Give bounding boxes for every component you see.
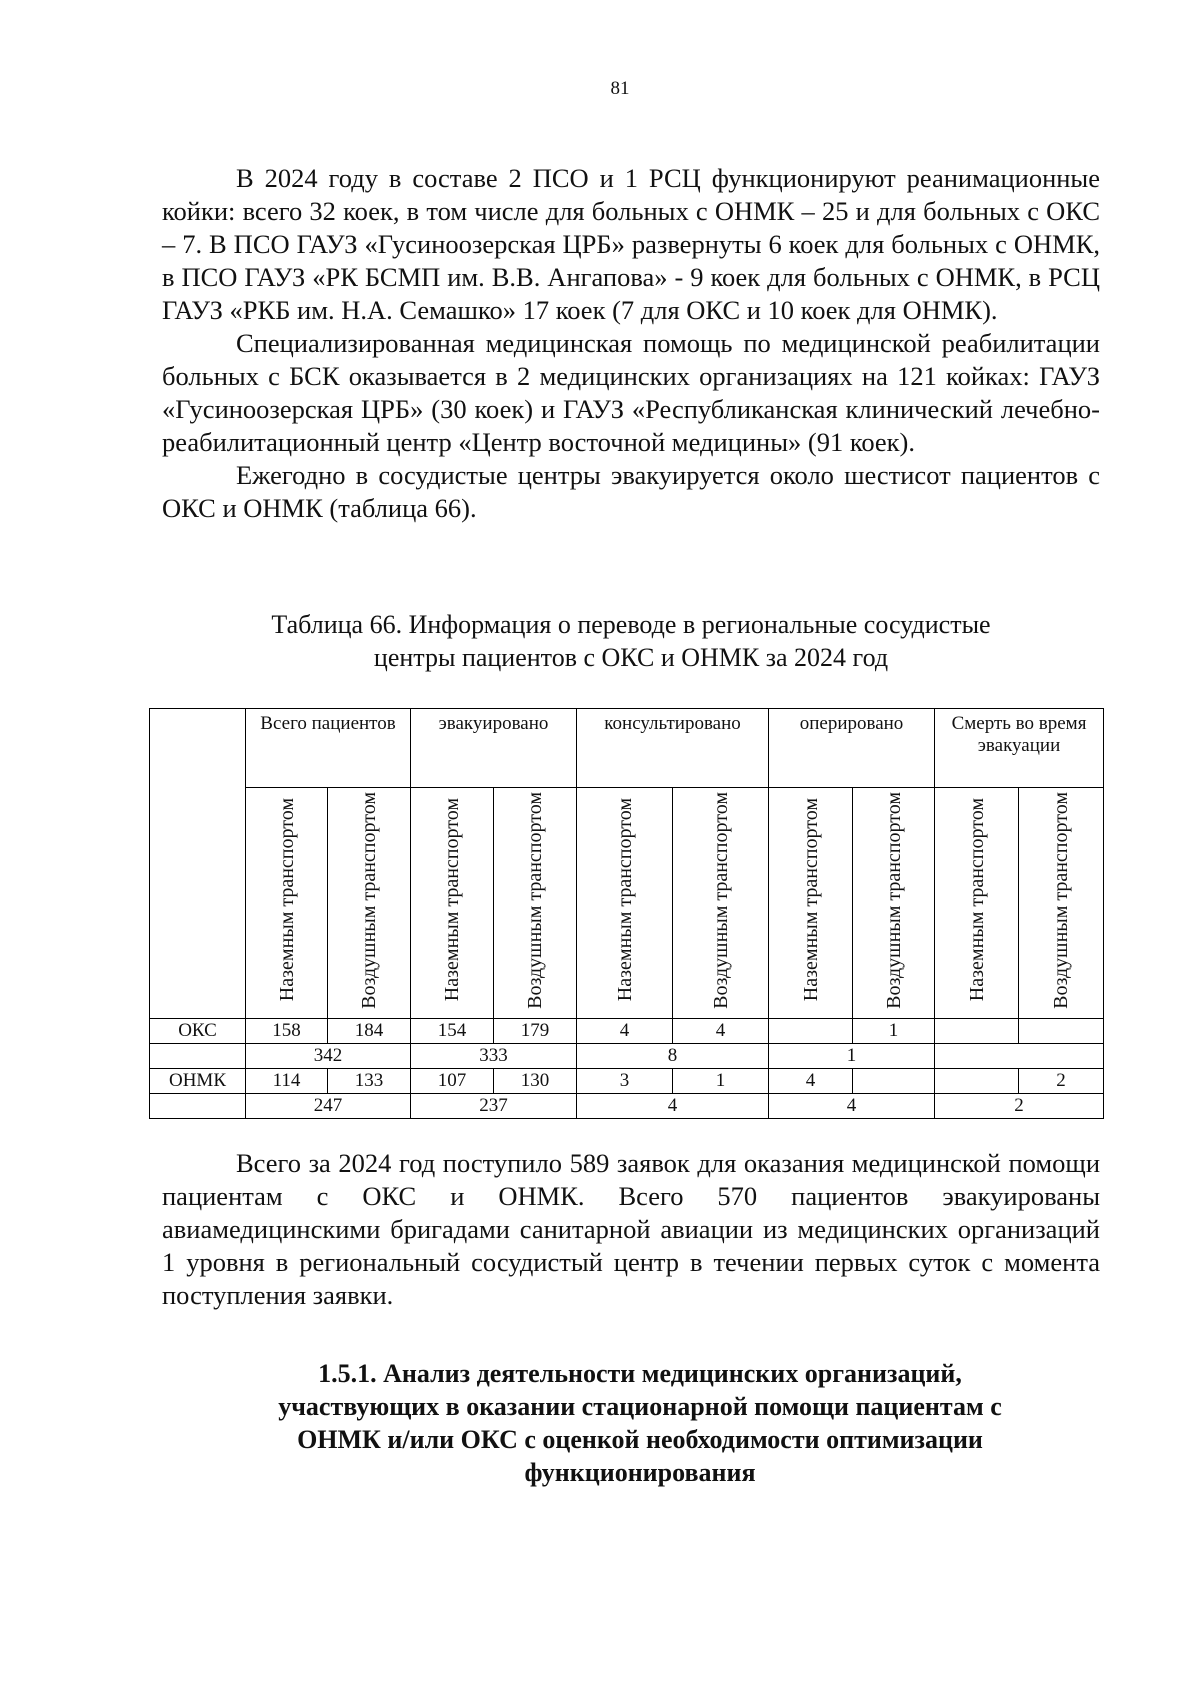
group-header-death: Смерть во время эвакуации bbox=[935, 709, 1104, 788]
heading-line-2: участвующих в оказании стационарной помощи пациентам с bbox=[278, 1392, 1002, 1421]
paragraph-summary: Всего за 2024 год поступило 589 заявок для оказания медицинской помощи пациентам с ОКС и ОНМК. Всего 570 пациентов эвакуированы авиамедицинскими бригадами санитарной авиации из медицинских организаций 1 уровня в региональный сосудистый центр в течении первых суток с момента поступления заявки. bbox=[162, 1148, 1100, 1310]
table-cell: 1 bbox=[853, 1019, 935, 1044]
table-row-onmk-totals bbox=[150, 1094, 1104, 1119]
table-cell: 133 bbox=[328, 1069, 411, 1094]
sub-header-ground: Наземным транспортом bbox=[935, 788, 1019, 1019]
table-cell: 114 bbox=[246, 1069, 328, 1094]
section-heading bbox=[230, 1357, 1050, 1489]
group-header-total: Всего пациентов bbox=[246, 709, 411, 788]
table-cell: 179 bbox=[494, 1019, 577, 1044]
table-group-header-row bbox=[150, 709, 1104, 788]
row-label-empty bbox=[150, 1094, 246, 1119]
table-total-cell: 4 bbox=[769, 1094, 935, 1119]
sub-header-ground: Наземным транспортом bbox=[577, 788, 673, 1019]
table-row-oks-totals bbox=[150, 1044, 1104, 1069]
table-cell bbox=[853, 1069, 935, 1094]
table-total-cell bbox=[935, 1044, 1104, 1069]
evacuation-table bbox=[149, 708, 1104, 1119]
table-cell: 2 bbox=[1019, 1069, 1104, 1094]
table-cell: 154 bbox=[411, 1019, 494, 1044]
heading-line-4: функционирования bbox=[524, 1458, 756, 1487]
table-cell: 107 bbox=[411, 1069, 494, 1094]
sub-header-air: Воздушным транспортом bbox=[328, 788, 411, 1019]
table-total-cell: 1 bbox=[769, 1044, 935, 1069]
heading-line-3: ОНМК и/или ОКС с оценкой необходимости оптимизации bbox=[297, 1425, 983, 1454]
row-label-oks: ОКС bbox=[150, 1019, 246, 1044]
table-total-cell: 4 bbox=[577, 1094, 769, 1119]
group-header-consulted: консультировано bbox=[577, 709, 769, 788]
table-row-oks bbox=[150, 1019, 1104, 1044]
sub-header-ground: Наземным транспортом bbox=[769, 788, 853, 1019]
paragraph-evacuation: Ежегодно в сосудистые центры эвакуируется около шестисот пациентов с ОКС и ОНМК (таблица 66). bbox=[162, 460, 1100, 523]
table-cell: 184 bbox=[328, 1019, 411, 1044]
table-cell: 130 bbox=[494, 1069, 577, 1094]
table-cell: 1 bbox=[673, 1069, 769, 1094]
sub-header-air: Воздушным транспортом bbox=[494, 788, 577, 1019]
table-cell: 4 bbox=[769, 1069, 853, 1094]
sub-header-ground: Наземным транспортом bbox=[246, 788, 328, 1019]
row-label-header bbox=[150, 709, 246, 1019]
table-cell bbox=[1019, 1019, 1104, 1044]
table-cell: 4 bbox=[577, 1019, 673, 1044]
group-header-operated: оперировано bbox=[769, 709, 935, 788]
table-row-onmk bbox=[150, 1069, 1104, 1094]
row-label-empty bbox=[150, 1044, 246, 1069]
table-total-cell: 237 bbox=[411, 1094, 577, 1119]
table-cell: 4 bbox=[673, 1019, 769, 1044]
paragraph-beds: В 2024 году в составе 2 ПСО и 1 РСЦ функционируют реанимационные койки: всего 32 коек, в том числе для больных с ОНМК – 25 и для больных с ОКС – 7. В ПСО ГАУЗ «Гусиноозерская ЦРБ» развернуты 6 коек для больных с ОНМК, в ПСО ГАУЗ «РК БСМП им. В.В. Ангапова» - 9 коек для больных с ОНМК, в РСЦ ГАУЗ «РКБ им. Н.А. Семашко» 17 коек (7 для ОКС и 10 коек для ОНМК). bbox=[162, 163, 1100, 325]
table-total-cell: 342 bbox=[246, 1044, 411, 1069]
table-caption-line-2: центры пациентов с ОКС и ОНМК за 2024 год bbox=[373, 643, 889, 672]
sub-header-air: Воздушным транспортом bbox=[673, 788, 769, 1019]
page-number: 81 bbox=[610, 78, 630, 99]
table-total-cell: 8 bbox=[577, 1044, 769, 1069]
table-caption-line-1: Таблица 66. Информация о переводе в региональные сосудистые bbox=[271, 610, 991, 639]
summary-text bbox=[162, 1147, 1100, 1312]
sub-header-ground: Наземным транспортом bbox=[411, 788, 494, 1019]
table-cell bbox=[769, 1019, 853, 1044]
table-caption bbox=[162, 608, 1100, 674]
row-label-onmk: ОНМК bbox=[150, 1069, 246, 1094]
table-cell: 158 bbox=[246, 1019, 328, 1044]
table-cell bbox=[935, 1019, 1019, 1044]
sub-header-air: Воздушным транспортом bbox=[1019, 788, 1104, 1019]
table-cell: 3 bbox=[577, 1069, 673, 1094]
table-total-cell: 333 bbox=[411, 1044, 577, 1069]
paragraph-rehabilitation: Специализированная медицинская помощь по медицинской реабилитации больных с БСК оказывается в 2 медицинских организациях на 121 койках: ГАУЗ «Гусиноозерская ЦРБ» (30 коек) и ГАУЗ «Республиканская клинический лечебно-реабилитационный центр «Центр восточной медицины» (91 коек). bbox=[162, 328, 1100, 457]
heading-line-1: 1.5.1. Анализ деятельности медицинских организаций, bbox=[318, 1359, 962, 1388]
table-total-cell: 2 bbox=[935, 1094, 1104, 1119]
table-total-cell: 247 bbox=[246, 1094, 411, 1119]
sub-header-air: Воздушным транспортом bbox=[853, 788, 935, 1019]
table-sub-header-row bbox=[150, 788, 1104, 1019]
intro-text bbox=[162, 162, 1100, 525]
group-header-evacuated: эвакуировано bbox=[411, 709, 577, 788]
table-cell bbox=[935, 1069, 1019, 1094]
